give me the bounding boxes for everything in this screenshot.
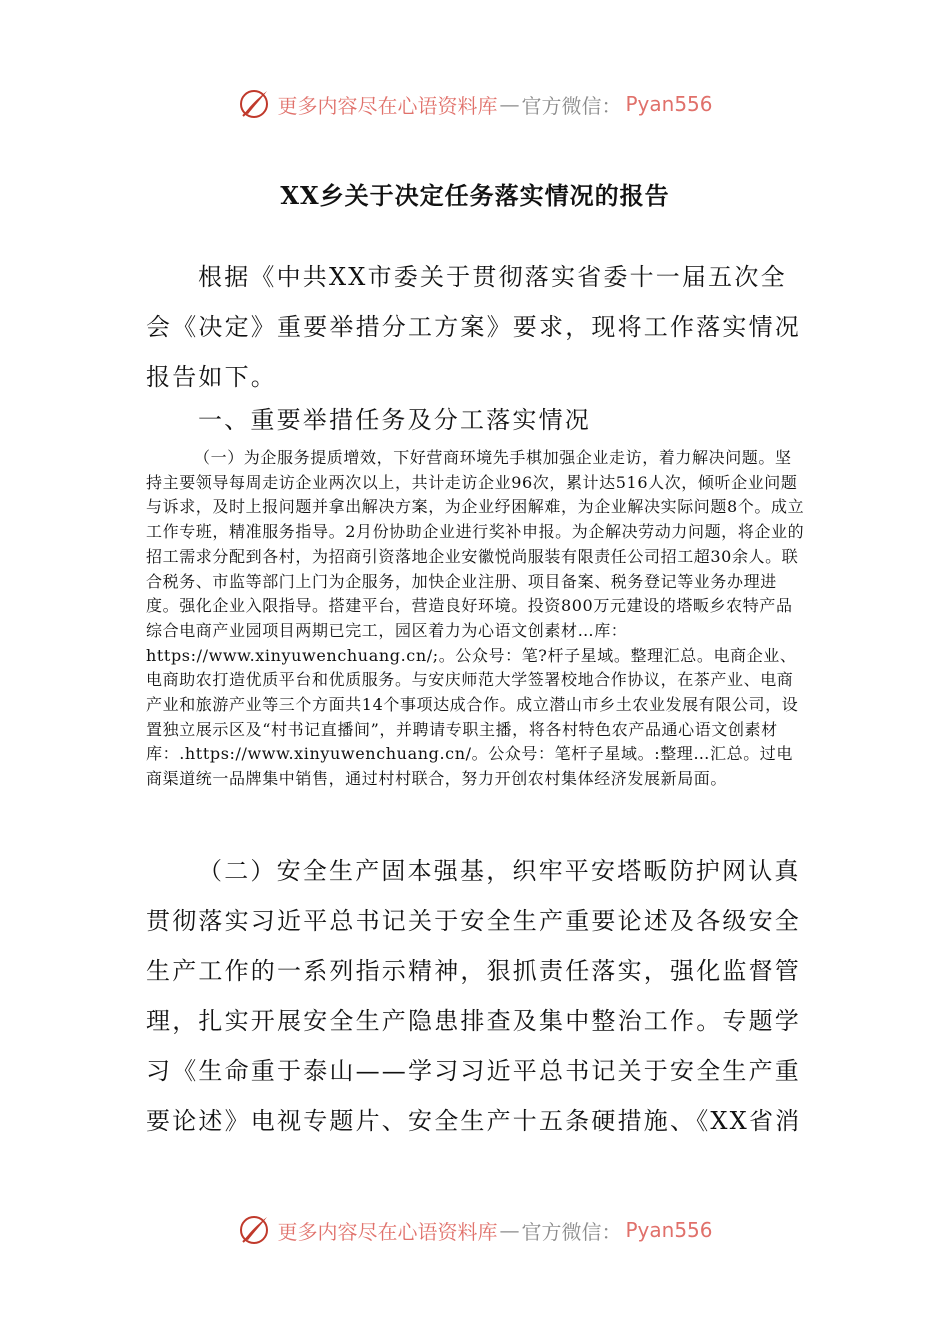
watermark-separator: — <box>499 1218 520 1242</box>
item-1-paragraph: （一）为企服务提质增效，下好营商环境先手棋加强企业走访，着力解决问题。坚持主要领导每周走访企业两次以上，共计走访企业96次，累计达516人次，倾听企业问题与诉求，及时上报问题并拿出解决方案，为企业纾困解难，为企业解决实际问题8个。成立工作专班，精准服务指导。2月份协助企业进行奖补申报。为企解决劳动力问题，将企业的招工需求分配到各村，为招商引资落地企业安徽悦尚服装有限责任公司招工超30余人。联合税务、市监等部门上门为企服务，加快企业注册、项目备案、税务登记等业务办理进度。强化企业入限指导。搭建平台，营造良好环境。投资800万元建设的塔畈乡农特产品综合电商产业园项目两期已完工，园区着力为心语文创素材…库：https://www.xinyuwenchuang.cn/;。公众号：笔?杆子星域。整理汇总。电商企业、电商助农打造优质平台和优质服务。与安庆师范大学签署校地合作协议，在茶产业、电商产业和旅游产业等三个方面共14个事项达成合作。成立潜山市乡土农业发展有限公司，设置独立展示区及“村书记直播间”，并聘请专职主播，将各村特色农产品通心语文创素材库：.https://www.xinyuwenchuang.cn/。公众号：笔杆子星域。:整理…汇总。过电商渠道统一品牌集中销售，通过村村联合，努力开创农村集体经济发展新局面。 <box>146 448 805 789</box>
watermark-brand: 更多内容尽在心语资料库 <box>277 93 498 118</box>
watermark-footer <box>0 1210 950 1250</box>
intro-paragraph: 根据《中共XX市委关于贯彻落实省委十一届五次全会《决定》重要举措分工方案》要求，现将工作落实情况报告如下。 <box>146 263 801 391</box>
watermark-separator: — <box>499 92 520 116</box>
watermark-wechat-label: 官方微信： <box>521 93 622 118</box>
watermark-wechat-label: 官方微信： <box>521 1219 622 1244</box>
watermark-wechat-id: Pyan556 <box>625 92 713 116</box>
section-heading: 一、重要举措任务及分工落实情况 <box>198 406 591 434</box>
quill-logo-icon <box>237 1213 271 1247</box>
quill-logo-icon <box>237 87 271 121</box>
watermark-brand: 更多内容尽在心语资料库 <box>277 1219 498 1244</box>
watermark-header <box>0 84 950 124</box>
watermark-wechat-id: Pyan556 <box>625 1218 713 1242</box>
document-title: XX乡关于决定任务落实情况的报告 <box>280 181 670 210</box>
item-2-paragraph: （二）安全生产固本强基，织牢平安塔畈防护网认真贯彻落实习近平总书记关于安全生产重要论述及各级安全生产工作的一系列指示精神，狠抓责任落实，强化监督管理，扎实开展安全生产隐患排查及集中整治工作。专题学习《生命重于泰山——学习习近平总书记关于安全生产重要论述》电视专题片、安全生产十五条硬措施、《XX省消 <box>146 857 802 1135</box>
